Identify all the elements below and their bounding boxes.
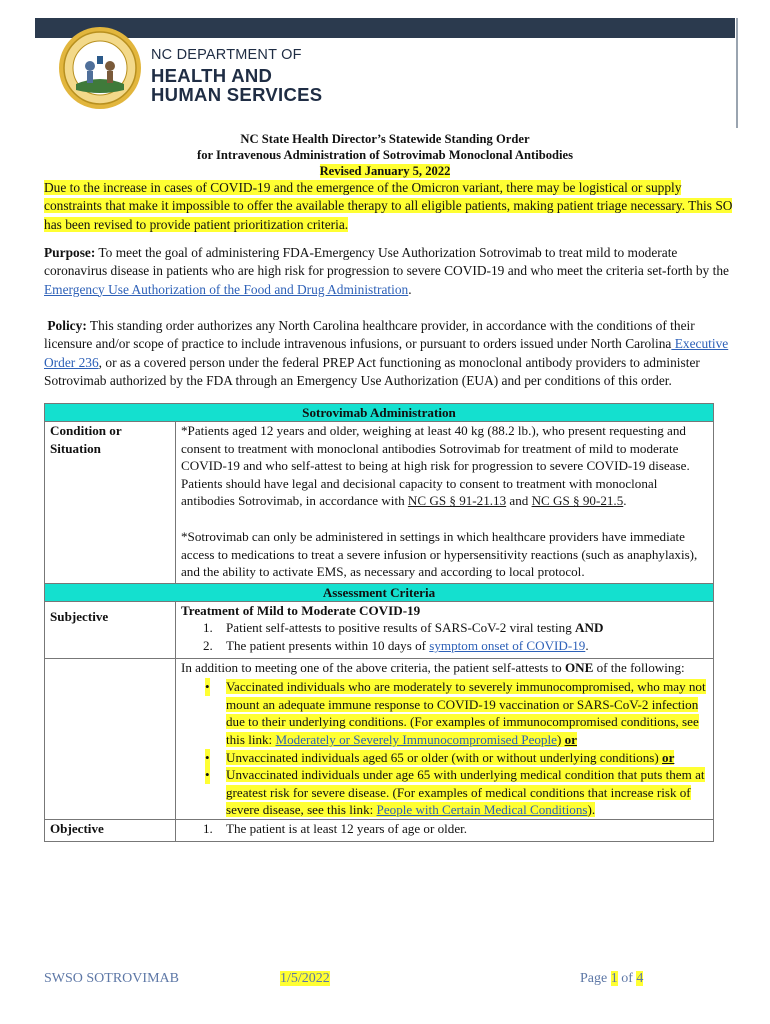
additional-criteria-intro: In addition to meeting one of the above criteria, the patient self-attests to ONE of the following: — [181, 659, 685, 675]
table-row — [45, 601, 714, 658]
policy-paragraph — [44, 317, 738, 390]
policy-text-2: , or as a covered person under the federal PREP Act functioning as monoclonal antibody providers to administer Sotrovimab authorized by the FDA through an Emergency Use Authorization (EUA) and per conditions of this order. — [44, 354, 700, 388]
medical-conditions-link[interactable]: People with Certain Medical Conditions — [376, 802, 588, 818]
purpose-end: . — [408, 281, 412, 297]
org-line-1: NC DEPARTMENT OF — [151, 47, 302, 63]
objective-label: Objective — [45, 819, 176, 842]
purpose-label: Purpose: — [44, 245, 96, 260]
subjective-value — [176, 601, 714, 658]
executive-order-link[interactable]: Executive Order 236 — [44, 336, 729, 370]
criteria-bullet-list — [203, 678, 708, 819]
additional-criteria — [176, 658, 714, 819]
table-row — [45, 658, 714, 819]
footer-date: 1/5/2022 — [280, 971, 330, 986]
title-line-2: for Intravenous Administration of Sotrovimab Monoclonal Antibodies — [197, 148, 573, 162]
bullet-icon: • — [205, 767, 210, 783]
org-line-3: HUMAN SERVICES — [151, 84, 323, 105]
revision-date: Revised January 5, 2022 — [319, 164, 451, 178]
section-header-assessment: Assessment Criteria — [45, 583, 714, 601]
list-item: • Unvaccinated individuals under age 65 with underlying medical condition that puts them at greatest risk for severe disease. (For examples of medical conditions that increase risk of severe disease, see this link: People with Certain Medical Conditions). — [205, 767, 705, 818]
nc-gs-90-link[interactable]: NC GS § 90-21.5 — [531, 493, 624, 509]
symptom-onset-link[interactable]: symptom onset of COVID-19 — [429, 637, 586, 653]
table-row — [45, 422, 714, 584]
immunocompromised-link[interactable]: Moderately or Severely Immunocompromised People — [275, 731, 557, 747]
table-row — [45, 819, 714, 842]
eua-link[interactable]: Emergency Use Authorization of the Food and Drug Administration — [44, 281, 409, 297]
footer-page-number: Page 1 of 4 — [580, 971, 644, 986]
intro-text: Due to the increase in cases of COVID-19 and the emergence of the Omicron variant, there may be logistical or supply constraints that make it impossible to offer the available therapy to all eligible patients, making patient triage necessary. This SO has been revised to provide patient prioritization criteria. — [44, 180, 733, 232]
org-line-2: HEALTH AND — [151, 64, 273, 86]
list-item: 1. The patient is at least 12 years of age or older. — [203, 820, 468, 836]
list-item: • Unvaccinated individuals aged 65 or older (with or without underlying conditions) or — [205, 749, 675, 765]
policy-label: Policy: — [47, 318, 87, 333]
condition-paragraph-1: *Patients aged 12 years and older, weighing at least 40 kg (88.2 lb.), who present requesting and consent to treatment with monoclonal antibodies Sotrovimab for treatment of mild to moderate COVID-19 and who self-attest to being at high risk for progression to severe COVID-19 disease. Patients should have legal and decisional capacity to consent to treatment with monoclonal antibodies Sotrovimab, in accordance with NC GS § 91-21.13 and NC GS § 90-21.5. — [181, 423, 690, 509]
header-divider — [736, 18, 738, 128]
list-item: • Vaccinated individuals who are moderately to severely immunocompromised, who may not mount an adequate immune response to COVID-19 vaccination or SARS-CoV-2 infection due to their underlying conditions. (For examples of immunocompromised conditions, see this link: Moderately or Severely Immunocompromised People) or — [205, 679, 706, 747]
list-item: 1. Patient self-attests to positive results of SARS-CoV-2 viral testing AND — [203, 620, 604, 636]
objective-value — [176, 819, 714, 842]
intro-paragraph — [44, 179, 738, 234]
subjective-heading: Treatment of Mild to Moderate COVID-19 — [181, 602, 421, 618]
condition-value — [176, 422, 714, 584]
footer-doc-name: SWSO SOTROVIMAB — [44, 971, 179, 986]
empty-label-cell — [45, 658, 176, 819]
bullet-icon: • — [205, 679, 210, 695]
nc-gs-91-link[interactable]: NC GS § 91-21.13 — [407, 493, 507, 509]
purpose-text: To meet the goal of administering FDA-Emergency Use Authorization Sotrovimab to treat mild to moderate coronavirus disease in patients who are high risk for progression to severe COVID-19 and who meet the criteria set-forth by the — [44, 245, 729, 279]
condition-label: Condition or Situation — [45, 422, 176, 584]
condition-paragraph-2: *Sotrovimab can only be administered in settings in which healthcare providers have immediate access to medications to treat a severe infusion or hypersensitivity reactions (such as anaphylaxis), and the ability to activate EMS, as necessary and according to local protocol. — [181, 528, 698, 580]
standing-order-table — [44, 403, 714, 842]
bullet-icon: • — [205, 749, 210, 765]
document-title — [0, 131, 770, 179]
nc-state-seal-icon — [58, 26, 142, 110]
policy-text-1: This standing order authorizes any North Carolina healthcare provider, in accordance with the conditions of their licensure and/or scope of practice to include intravenous infusions, or pursuant to orders issued under North Carolina — [44, 318, 695, 352]
title-line-1: NC State Health Director’s Statewide Standing Order — [240, 132, 530, 146]
dhhs-logo-text — [151, 48, 322, 106]
list-item: 2. The patient presents within 10 days of symptom onset of COVID-19. — [203, 637, 589, 653]
purpose-paragraph — [44, 244, 738, 299]
section-header-administration: Sotrovimab Administration — [45, 404, 714, 422]
subjective-label: Subjective — [45, 601, 176, 658]
